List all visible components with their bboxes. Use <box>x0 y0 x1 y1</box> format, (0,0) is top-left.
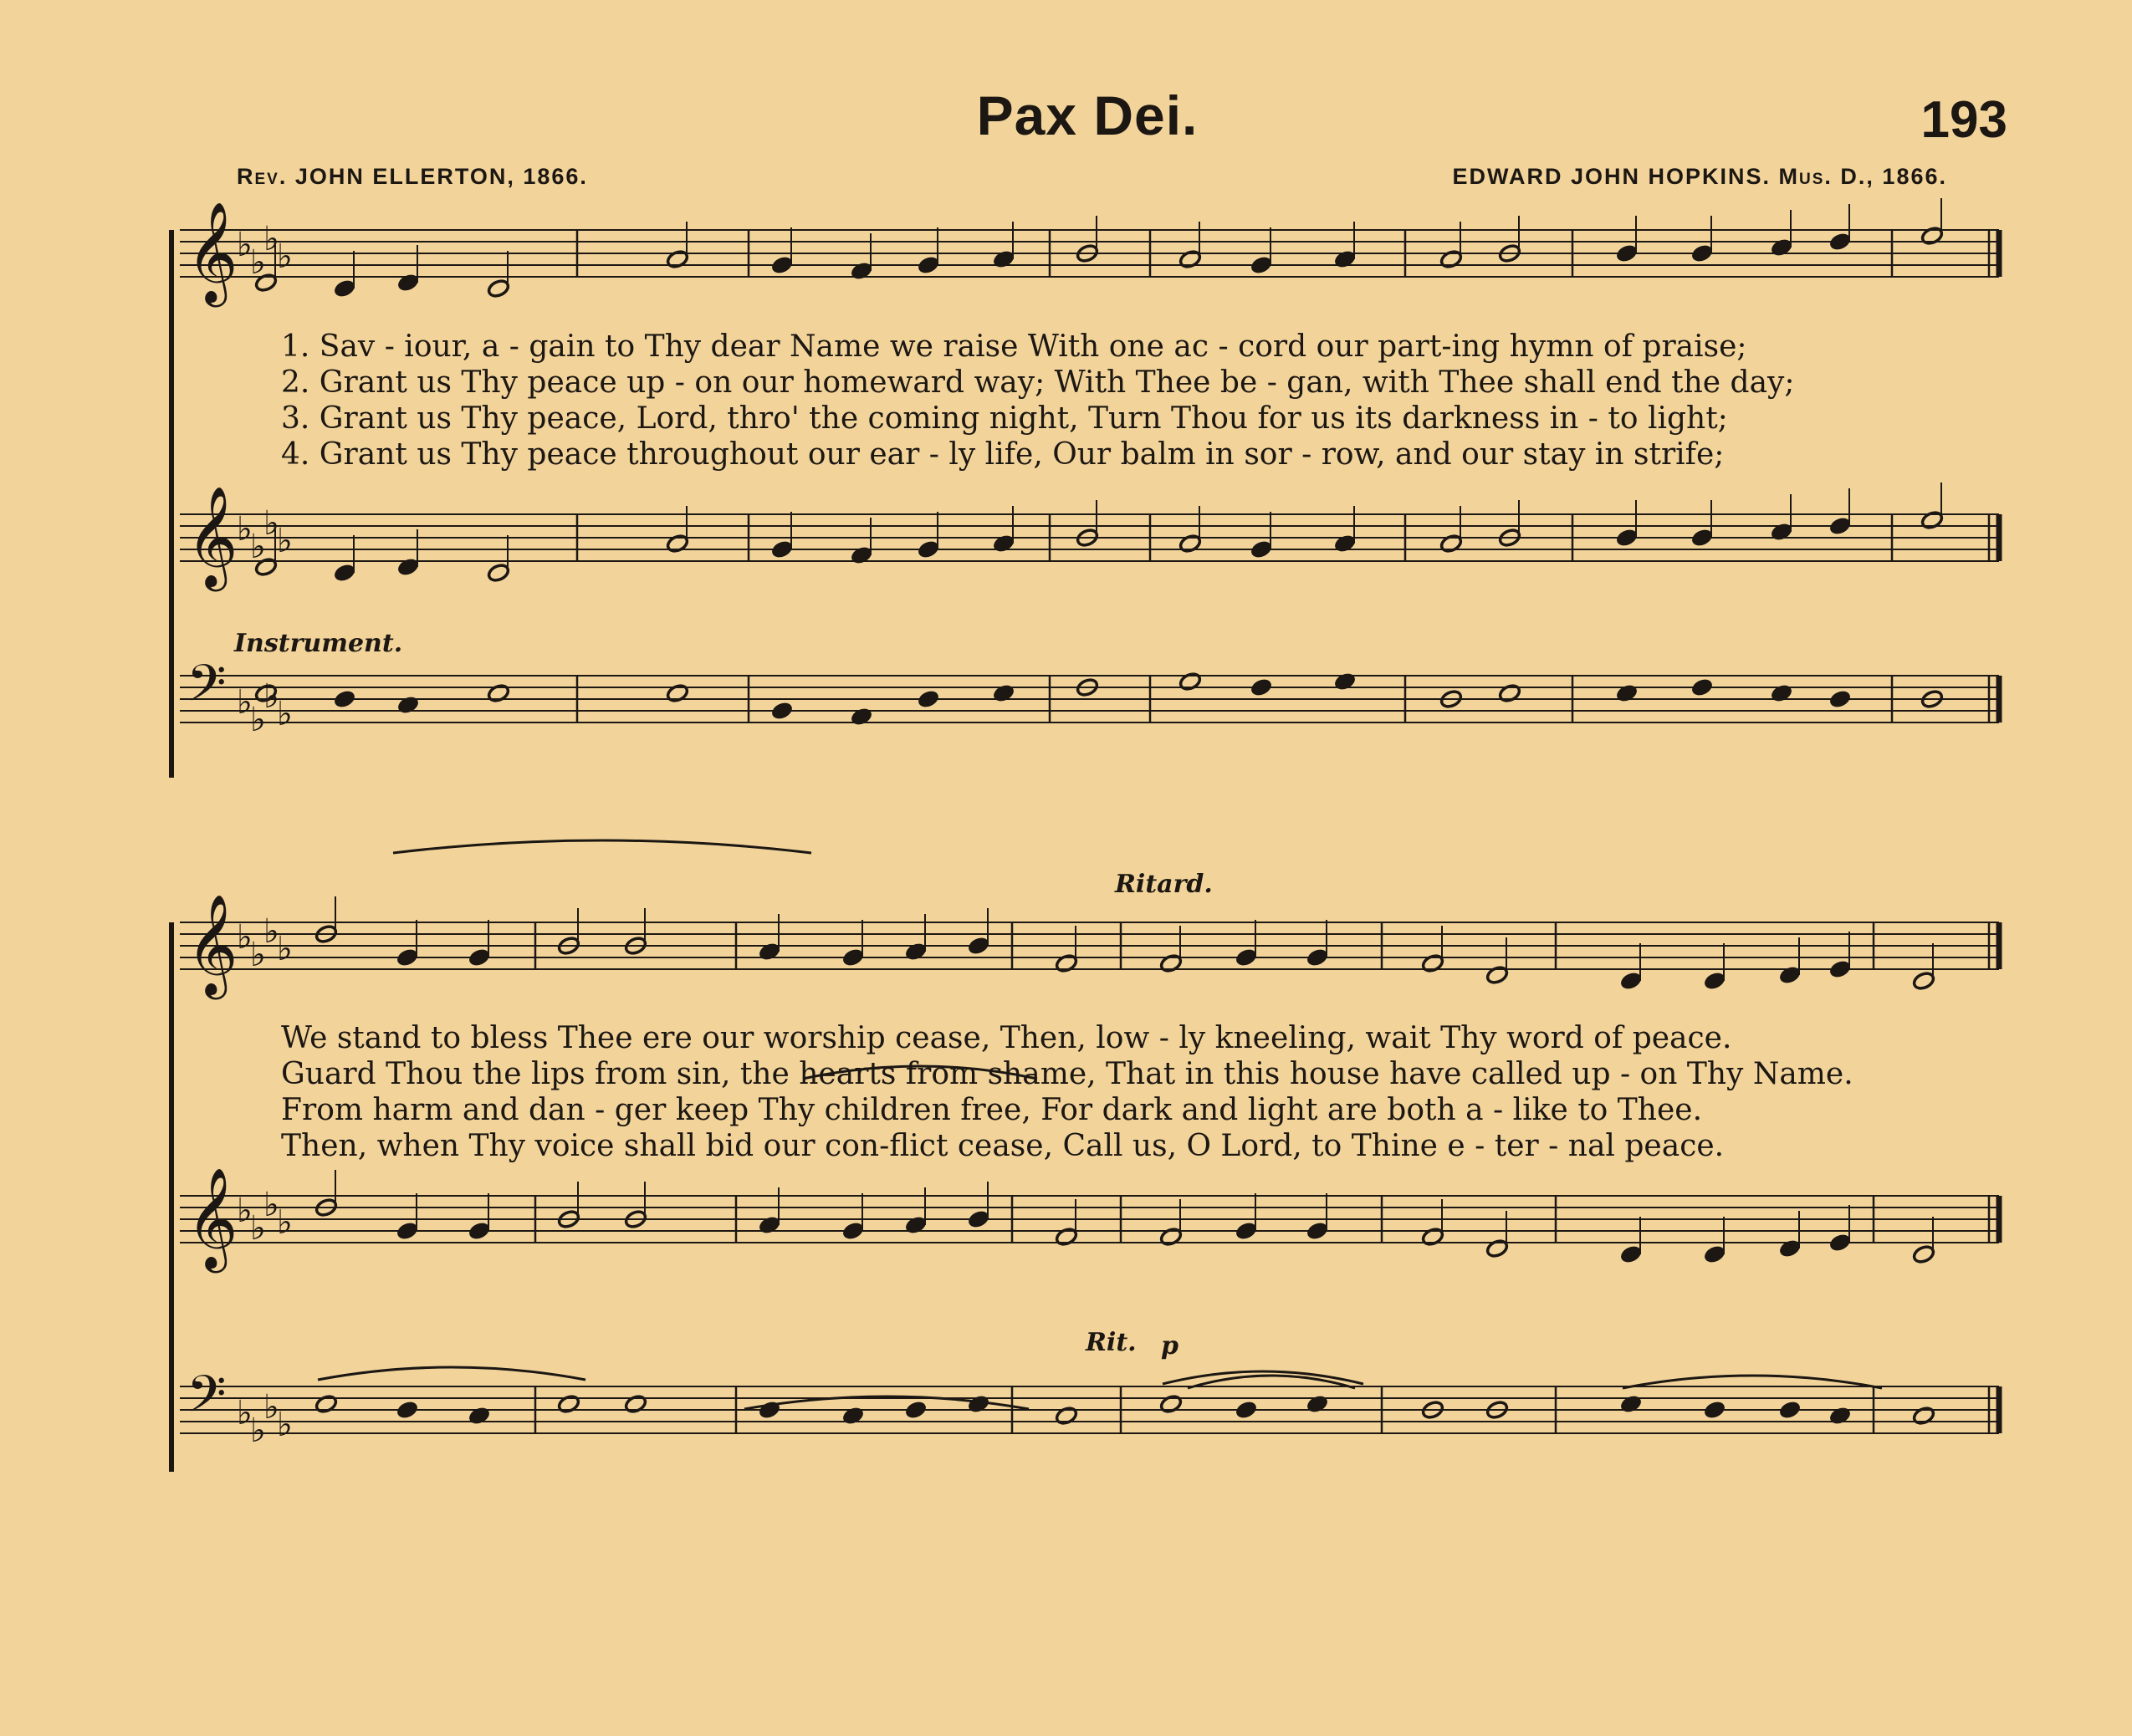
verse-3-line-b: From harm and dan - ger keep Thy children free, For dark and light are both a - like to Thee. <box>281 1093 1703 1127</box>
treble-clef-icon: 𝄞 <box>187 1167 238 1269</box>
verse-1-line-b: We stand to bless Thee ere our worship cease, Then, low - ly kneeling, wait Thy word of peace. <box>281 1021 1732 1055</box>
treble-clef-icon: 𝄞 <box>187 201 238 303</box>
flat-sign-icon: ♭ <box>237 1192 253 1230</box>
flat-sign-icon: ♭ <box>237 683 253 722</box>
quarter-note-head <box>396 273 421 294</box>
verse-4-line-a: 4. Grant us Thy peace throughout our ear - ly life, Our balm in sor - row, and our stay in strife; <box>281 437 1725 472</box>
half-note-head <box>1439 534 1464 554</box>
half-note-head <box>1055 1406 1079 1427</box>
quarter-note-head <box>850 545 874 566</box>
flat-sign-icon: ♭ <box>250 528 266 566</box>
quarter-note-head <box>333 278 357 299</box>
slur-curve <box>393 840 811 853</box>
quarter-note-head <box>917 539 941 560</box>
quarter-note-head <box>917 255 941 276</box>
quarter-note-head <box>333 563 357 584</box>
flat-sign-icon: ♭ <box>263 220 279 258</box>
quarter-note-head <box>1778 1400 1802 1421</box>
quarter-note-head <box>1778 1238 1802 1259</box>
flat-sign-icon: ♭ <box>237 918 253 957</box>
quarter-note-head <box>333 689 357 710</box>
quarter-note-head <box>904 1400 928 1421</box>
flat-sign-icon: ♭ <box>277 930 293 968</box>
quarter-note-head <box>396 557 421 578</box>
verse-3-line-a: 3. Grant us Thy peace, Lord, thro' the coming night, Turn Thou for us its darkness in - to light; <box>281 401 1728 436</box>
bass-clef-icon: 𝄢 <box>187 654 227 726</box>
quarter-note-head <box>850 261 874 282</box>
verse-lyrics-part-2 <box>281 1020 1853 1164</box>
clefs <box>187 201 293 1450</box>
quarter-note-head <box>396 1221 420 1242</box>
quarter-note-head <box>992 683 1016 704</box>
quarter-note-head <box>1703 1400 1727 1421</box>
half-note-head <box>1178 671 1203 692</box>
quarter-note-head <box>758 942 782 962</box>
quarter-note-head <box>1333 534 1357 554</box>
instrument-label: Instrument. <box>234 629 403 658</box>
flat-sign-icon: ♭ <box>263 1388 279 1427</box>
flat-sign-icon: ♭ <box>250 1209 266 1248</box>
flat-sign-icon: ♭ <box>250 701 266 739</box>
quarter-note-head <box>770 539 795 560</box>
quarter-note-head <box>1250 255 1274 276</box>
quarter-note-head <box>841 1221 866 1242</box>
flat-sign-icon: ♭ <box>263 677 279 716</box>
quarter-note-head <box>1333 671 1357 692</box>
verse-4-line-b: Then, when Thy voice shall bid our con-flict cease, Call us, O Lord, to Thine e - ter - nal peace. <box>281 1129 1725 1163</box>
treble-clef-icon: 𝄞 <box>187 485 238 587</box>
quarter-note-head <box>1235 1400 1259 1421</box>
quarter-note-head <box>1703 1244 1727 1265</box>
quarter-note-head <box>1828 689 1853 710</box>
flat-sign-icon: ♭ <box>250 1412 266 1450</box>
piano-dynamic: p <box>1161 1331 1178 1361</box>
quarter-note-head <box>1828 232 1853 253</box>
quarter-note-head <box>1615 683 1639 704</box>
half-note-head <box>1912 1244 1936 1265</box>
quarter-note-head <box>396 947 420 968</box>
half-note-head <box>1159 1394 1184 1415</box>
quarter-note-head <box>1619 1244 1644 1265</box>
quarter-note-head <box>1306 1221 1330 1242</box>
quarter-note-head <box>967 936 991 957</box>
half-note-head <box>1421 953 1445 974</box>
quarter-note-head <box>1306 947 1330 968</box>
quarter-note-head <box>1828 1233 1853 1253</box>
quarter-note-head <box>841 1406 866 1427</box>
quarter-note-head <box>904 1215 928 1236</box>
verse-2-line-a: 2. Grant us Thy peace up - on our homeward way; With Thee be - gan, with Thee shall end the day; <box>281 365 1795 400</box>
half-note-head <box>1920 510 1945 531</box>
bass-clef-icon: 𝄢 <box>187 1365 227 1437</box>
flat-sign-icon: ♭ <box>277 1203 293 1242</box>
quarter-note-head <box>770 255 795 276</box>
quarter-note-head <box>396 695 421 716</box>
quarter-note-head <box>1619 971 1644 992</box>
half-note-head <box>557 1394 581 1415</box>
page-number: 193 <box>1920 91 2007 149</box>
verse-lyrics-part-1 <box>281 329 1795 472</box>
treble-clef-icon: 𝄞 <box>187 893 238 995</box>
quarter-note-head <box>1615 528 1639 549</box>
quarter-note-head <box>1235 1221 1259 1242</box>
half-note-head <box>1485 1238 1510 1259</box>
half-note-head <box>1912 971 1936 992</box>
flat-sign-icon: ♭ <box>237 510 253 549</box>
quarter-note-head <box>850 707 874 728</box>
quarter-note-head <box>904 942 928 962</box>
flat-sign-icon: ♭ <box>277 237 293 276</box>
half-note-head <box>1055 953 1079 974</box>
flat-sign-icon: ♭ <box>277 522 293 560</box>
half-note-head <box>487 278 511 299</box>
rit-marking: Rit. <box>1086 1328 1137 1357</box>
half-note-head <box>1439 249 1464 270</box>
quarter-note-head <box>1690 243 1715 264</box>
half-note-head <box>1920 226 1945 247</box>
flat-sign-icon: ♭ <box>237 1394 253 1432</box>
quarter-note-head <box>967 1394 991 1415</box>
flat-sign-icon: ♭ <box>263 1186 279 1224</box>
flat-sign-icon: ♭ <box>277 1406 293 1444</box>
quarter-note-head <box>1703 971 1727 992</box>
quarter-note-head <box>1828 959 1853 980</box>
half-note-head <box>1055 1227 1079 1248</box>
half-note-head <box>1178 249 1203 270</box>
ritard-marking: Ritard. <box>1115 870 1213 899</box>
quarter-note-head <box>468 947 492 968</box>
half-note-head <box>1159 1227 1184 1248</box>
quarter-note-head <box>468 1406 492 1427</box>
quarter-note-head <box>841 947 866 968</box>
words-credit: Rev. JOHN ELLERTON, 1866. <box>237 164 588 189</box>
flat-sign-icon: ♭ <box>277 695 293 733</box>
music-credit: EDWARD JOHN HOPKINS. Mus. D., 1866. <box>1452 164 1947 189</box>
flat-sign-icon: ♭ <box>237 226 253 264</box>
quarter-note-head <box>1690 528 1715 549</box>
half-note-head <box>1485 965 1510 986</box>
quarter-note-head <box>1690 677 1715 698</box>
quarter-note-head <box>468 1221 492 1242</box>
half-note-head <box>1421 1227 1445 1248</box>
half-note-head <box>487 683 511 704</box>
half-note-head <box>624 1394 648 1415</box>
half-note-head <box>666 683 690 704</box>
quarter-note-head <box>1828 516 1853 537</box>
verse-1-line-a: 1. Sav - iour, a - gain to Thy dear Name we raise With one ac - cord our part-ing hymn of praise; <box>281 329 1747 364</box>
half-note-head <box>1498 683 1522 704</box>
slur-curve <box>318 1367 585 1380</box>
half-note-head <box>1178 534 1203 554</box>
quarter-note-head <box>770 701 795 722</box>
quarter-note-head <box>758 1215 782 1236</box>
quarter-note-head <box>1250 677 1274 698</box>
half-note-head <box>1912 1406 1936 1427</box>
quarter-note-head <box>992 249 1016 270</box>
quarter-note-head <box>1333 249 1357 270</box>
half-note-head <box>314 1394 339 1415</box>
quarter-note-head <box>1306 1394 1330 1415</box>
half-note-head <box>1159 953 1184 974</box>
half-note-head <box>487 563 511 584</box>
flat-sign-icon: ♭ <box>263 912 279 951</box>
quarter-note-head <box>1770 237 1794 258</box>
quarter-note-head <box>1770 522 1794 543</box>
quarter-note-head <box>1235 947 1259 968</box>
quarter-note-head <box>1250 539 1274 560</box>
half-note-head <box>666 534 690 554</box>
quarter-note-head <box>917 689 941 710</box>
quarter-note-head <box>1778 965 1802 986</box>
quarter-note-head <box>1619 1394 1644 1415</box>
quarter-note-head <box>396 1400 420 1421</box>
hymn-title: Pax Dei. <box>976 84 1199 146</box>
flat-sign-icon: ♭ <box>263 504 279 543</box>
flat-sign-icon: ♭ <box>250 936 266 974</box>
quarter-note-head <box>967 1209 991 1230</box>
quarter-note-head <box>1770 683 1794 704</box>
quarter-note-head <box>992 534 1016 554</box>
quarter-note-head <box>1615 243 1639 264</box>
half-note-head <box>666 249 690 270</box>
quarter-note-head <box>1828 1406 1853 1427</box>
flat-sign-icon: ♭ <box>250 243 266 282</box>
verse-2-line-b: Guard Thou the lips from sin, the hearts from shame, That in this house have called up - on Thy Name. <box>281 1057 1853 1091</box>
